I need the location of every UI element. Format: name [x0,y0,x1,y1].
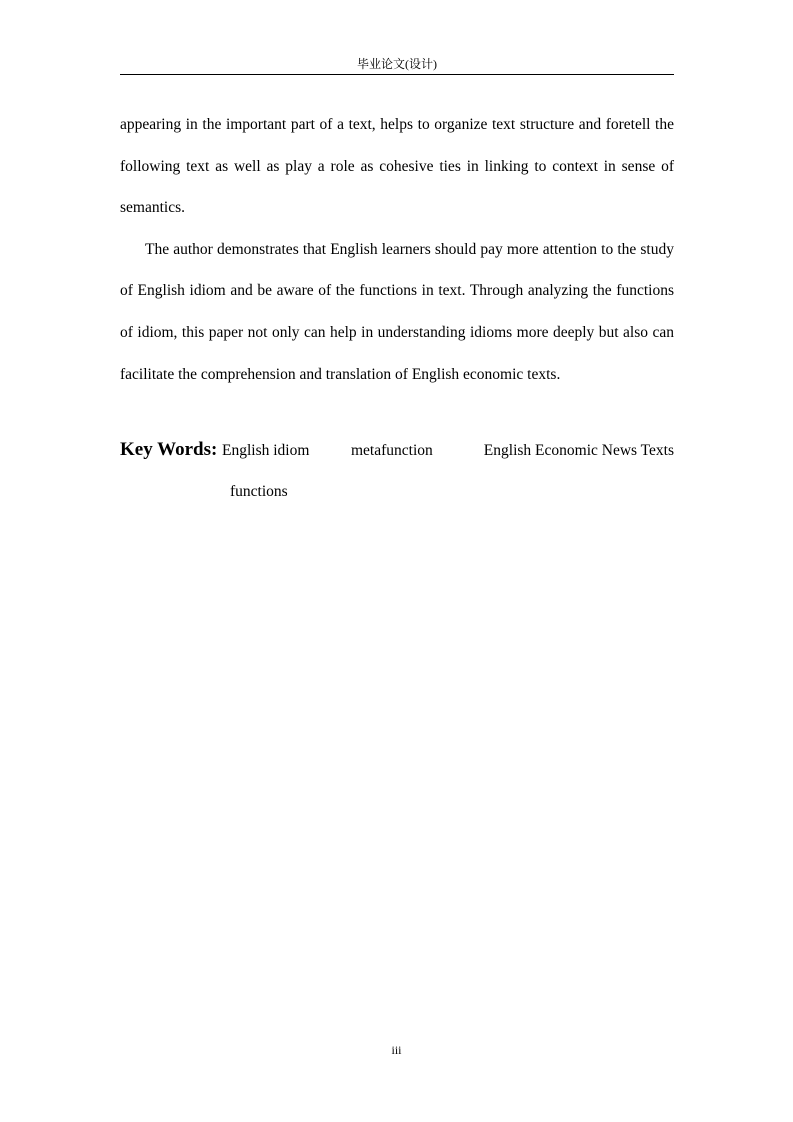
abstract-paragraph-continued: appearing in the important part of a text, helps to organize text structure and foretell the following text as well as play a role as cohesive ties in linking to context in sense of semantics. [120,116,674,217]
keyword-item: functions [230,483,288,500]
keywords-label: Key Words: [120,439,218,460]
abstract-body [120,104,674,395]
keyword-item: English idiom [222,442,310,459]
page-header [120,56,674,75]
keywords-section [120,436,674,500]
header-title: 毕业论文(设计) [357,57,437,71]
keyword-item: metafunction [351,442,433,459]
keyword-item: English Economic News Texts [483,442,674,459]
page-number: iii [391,1043,402,1057]
abstract-paragraph-author: The author demonstrates that English learners should pay more attention to the study of English idiom and be aware of the functions in text. Through analyzing the functions of idiom, this paper not only can help in understanding idioms more deeply but also can facilitate the comprehension and translation of English economic texts. [120,240,674,383]
page-footer [0,1042,793,1058]
